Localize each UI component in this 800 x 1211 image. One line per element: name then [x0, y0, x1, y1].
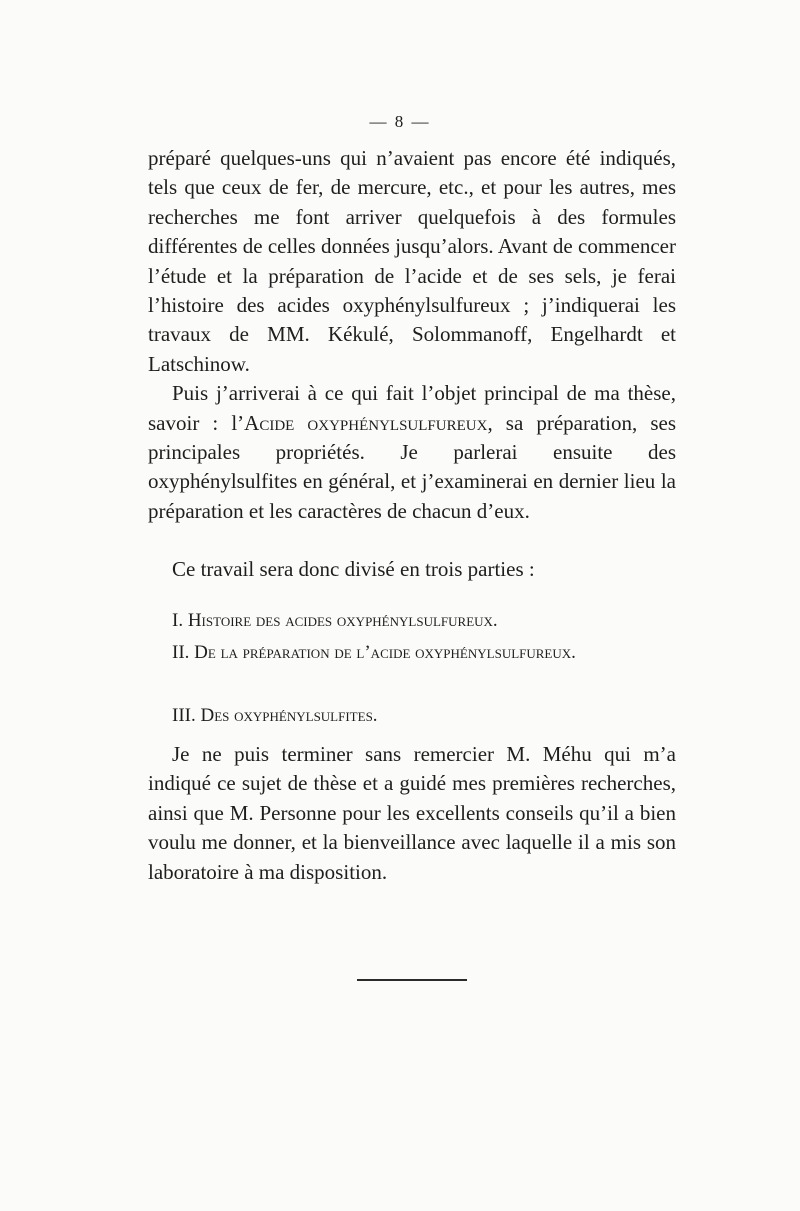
second-paragraph-end: , sa préparation, ses principales propriétés. Je parlerai ensuite des oxyphénylsulfites en général, et j’examinerai en dernier lieu la préparation et les caractères de chacun d’eux.	[148, 410, 676, 523]
part-two-title: De la préparation de l’acide oxyphénylsulfureux.	[194, 642, 576, 663]
division-sentence-block	[148, 555, 676, 584]
second-paragraph	[148, 379, 676, 526]
part-three-numeral: III.	[172, 705, 196, 726]
part-three-title: Des oxyphénylsulfites.	[200, 705, 378, 726]
division-sentence: Ce travail sera donc divisé en trois parties :	[172, 557, 535, 581]
part-two-numeral: II.	[172, 642, 190, 663]
part-two	[148, 638, 676, 667]
intro-paragraph: préparé quelques-uns qui n’avaient pas encore été indiqués, tels que ceux de fer, de mercure, etc., et pour les autres, mes recherches me font arriver quelquefois à des formules différentes de celles données jusqu’alors. Avant de commencer l’étude et la préparation de l’acide et de ses sels, je ferai l’histoire des acides oxyphénylsulfureux ; j’indiquerai les travaux de MM. Kékulé, Solommanoff, Engelhardt et Latschinow.	[148, 146, 676, 376]
closing-paragraph: Je ne puis terminer sans remercier M. Méhu qui m’a indiqué ce sujet de thèse et a guidé mes premières recherches, ainsi que M. Personne pour les excellents conseils qu’il a bien voulu me donner, et la bienveillance avec laquelle il a mis son laboratoire à ma disposition.	[148, 742, 676, 884]
end-rule	[357, 979, 467, 981]
second-paragraph-smallcaps: Acide oxyphénylsulfureux	[244, 410, 488, 435]
part-two-block	[148, 638, 676, 667]
part-three	[148, 701, 676, 730]
second-paragraph-start: Puis j’arriverai à ce qui fait l’objet principal de ma thèse, savoir : l’	[148, 381, 676, 435]
intro-paragraph-block	[148, 144, 676, 526]
part-one	[148, 606, 676, 635]
page-number: — 8 —	[369, 112, 431, 131]
closing-paragraph-block	[148, 740, 676, 887]
part-one-block	[148, 606, 676, 635]
part-one-title: Histoire des acides oxyphénylsulfureux.	[187, 610, 498, 631]
part-three-block	[148, 701, 676, 730]
part-one-numeral: I.	[172, 610, 184, 631]
